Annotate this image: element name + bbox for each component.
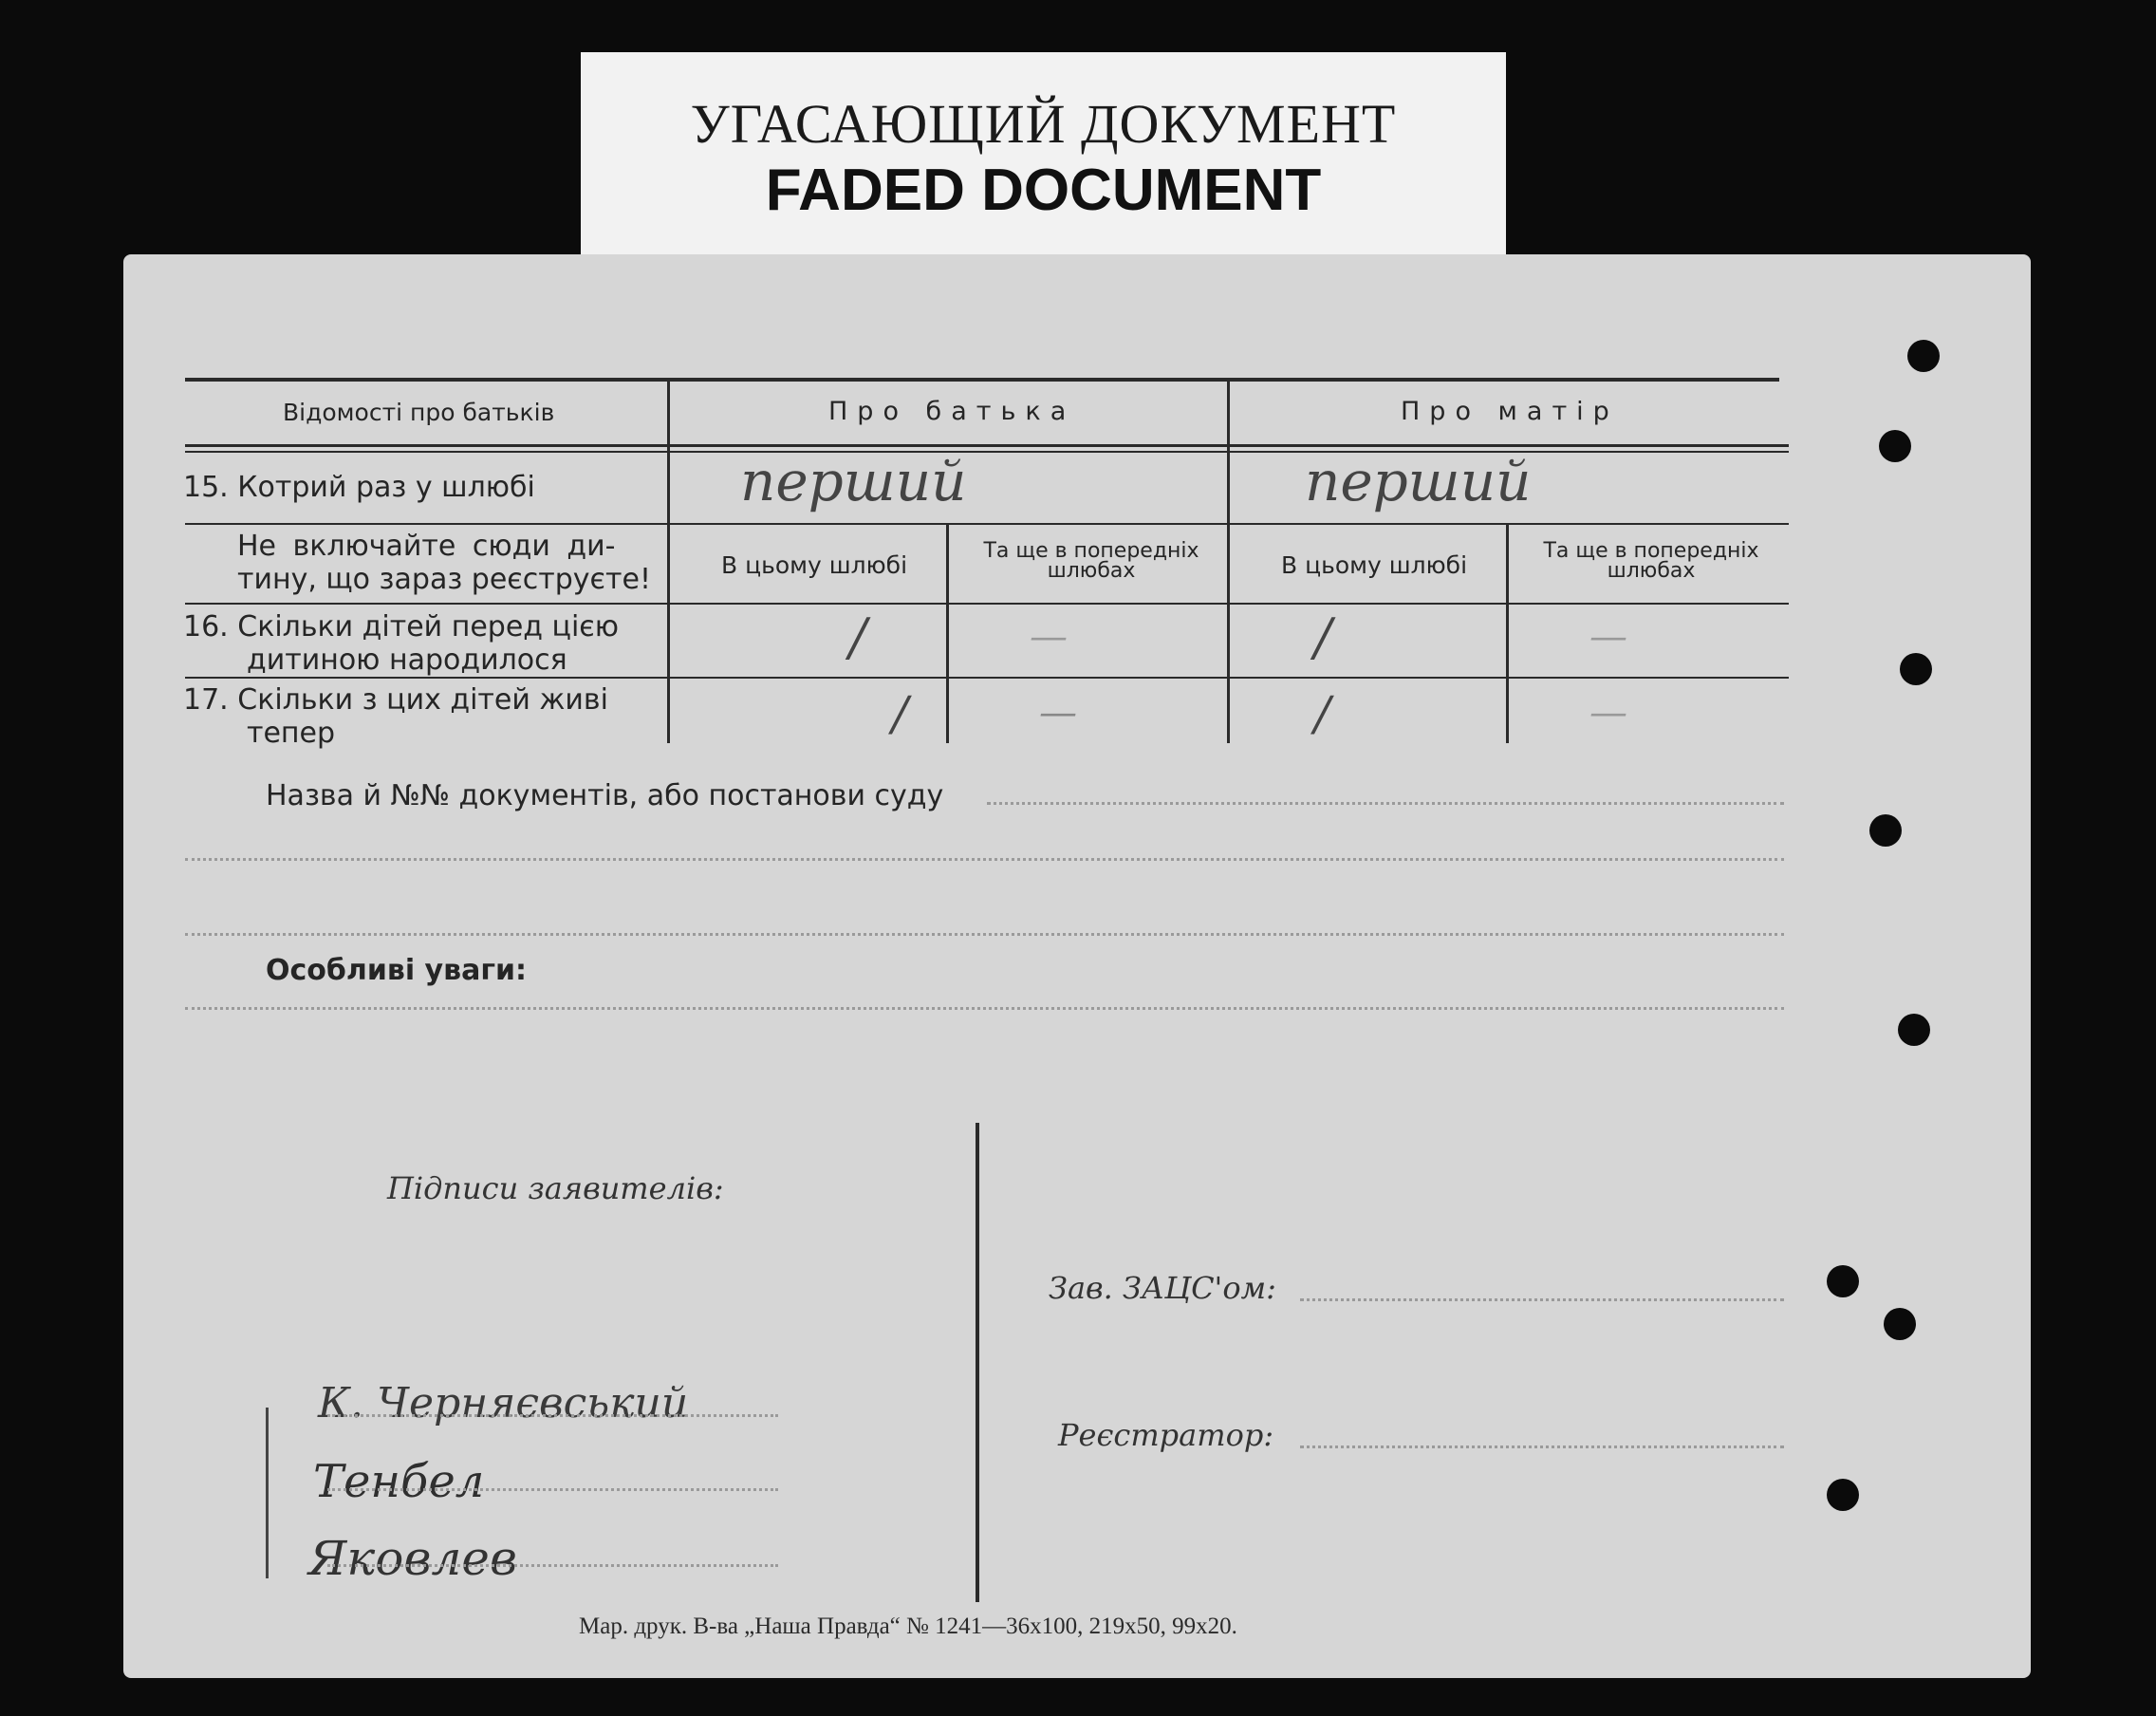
father-previous-marriages-header (958, 541, 1224, 581)
header-about-father: Про батька (828, 397, 1076, 426)
row15-father-value: перший (740, 449, 967, 513)
header-parents-info: Відомості про батьків (283, 399, 555, 426)
subheader-bottom-rule (185, 603, 1789, 605)
zags-signature-line (1300, 1298, 1784, 1301)
signature-1: К. Черняєвський (318, 1379, 689, 1427)
faded-document-notice (581, 52, 1506, 266)
row17-label-line-1: 17. Скільки з цих дітей живі (183, 683, 608, 717)
note-line-2: тину, що зараз реєструєте! (237, 563, 651, 596)
mother-previous-marriages-header (1518, 541, 1784, 581)
registrar-signature-line (1300, 1446, 1784, 1448)
signature-3: Яковлев (308, 1531, 517, 1586)
row17-mother-previous: — (1589, 691, 1627, 735)
punch-hole (1827, 1479, 1859, 1511)
notice-ru: УГАСАЮЩИЙ ДОКУМЕНТ (690, 93, 1397, 155)
row17-father-previous: — (1039, 691, 1077, 735)
row15-bottom-rule (185, 523, 1789, 525)
signature-line-3 (327, 1564, 778, 1567)
header-bottom-rule-2 (185, 451, 1789, 453)
row17-mother-this: / (1314, 686, 1330, 741)
father-this-marriage-header: В цьому шлюбі (721, 551, 908, 579)
header-bottom-rule (185, 444, 1789, 447)
note-line-1: Не включайте сюди ди- (237, 530, 616, 563)
signature-divider (976, 1123, 979, 1602)
zags-label: Зав. ЗАЦС'ом: (1049, 1270, 1276, 1306)
table-top-rule (185, 378, 1779, 382)
signature-bracket (266, 1408, 269, 1578)
father-previous-marriages-line-2: шлюбах (1047, 559, 1136, 583)
documents-line-1 (987, 802, 1784, 805)
col-divider-parents (1227, 378, 1230, 743)
row16-mother-this: / (1314, 607, 1332, 667)
documents-label: Назва й №№ документів, або постанови суду (266, 779, 944, 812)
col-divider-father-sub (946, 525, 949, 743)
documents-line-2 (185, 858, 1784, 861)
printer-imprint: Мар. друк. В-ва „Наша Правда“ № 1241—36х100, 219х50, 99х20. (579, 1613, 1237, 1639)
registrar-label: Реєстратор: (1058, 1417, 1274, 1453)
applicants-signatures-label: Підписи заявителів: (387, 1170, 724, 1206)
signature-2: Тенбел (313, 1455, 485, 1508)
row16-label-line-2: дитиною народилося (247, 644, 567, 677)
row16-label-line-1: 16. Скільки дітей перед цією (183, 610, 620, 644)
documents-line-3 (185, 933, 1784, 936)
punch-hole (1898, 1014, 1930, 1046)
special-notes-label: Особливі уваги: (266, 954, 528, 987)
signature-line-2 (327, 1488, 778, 1491)
row16-father-previous: — (1030, 615, 1068, 659)
row16-bottom-rule (185, 677, 1789, 679)
mother-this-marriage-header: В цьому шлюбі (1281, 551, 1468, 579)
row16-mother-previous: — (1589, 615, 1627, 659)
father-previous-marriages-line-1: Та ще в попередніх (983, 539, 1199, 563)
row15-label: 15. Котрий раз у шлюбі (183, 471, 535, 504)
row15-mother-value: перший (1305, 449, 1532, 513)
punch-hole (1907, 340, 1940, 372)
document-sheet (123, 254, 2031, 1678)
special-notes-line (185, 1007, 1784, 1010)
row16-father-this: / (849, 607, 867, 667)
punch-hole (1879, 430, 1911, 462)
punch-hole (1900, 653, 1932, 685)
row17-father-this: / (892, 686, 908, 741)
row17-label-line-2: тепер (247, 717, 336, 750)
signature-line-1 (327, 1414, 778, 1417)
mother-previous-marriages-line-2: шлюбах (1607, 559, 1696, 583)
header-about-mother: Про матір (1401, 397, 1619, 426)
punch-hole (1869, 814, 1902, 847)
mother-previous-marriages-line-1: Та ще в попередніх (1543, 539, 1759, 563)
col-divider-info (667, 378, 670, 743)
punch-hole (1827, 1265, 1859, 1297)
notice-en: FADED DOCUMENT (765, 158, 1322, 223)
col-divider-mother-sub (1506, 525, 1509, 743)
punch-hole (1884, 1308, 1916, 1340)
